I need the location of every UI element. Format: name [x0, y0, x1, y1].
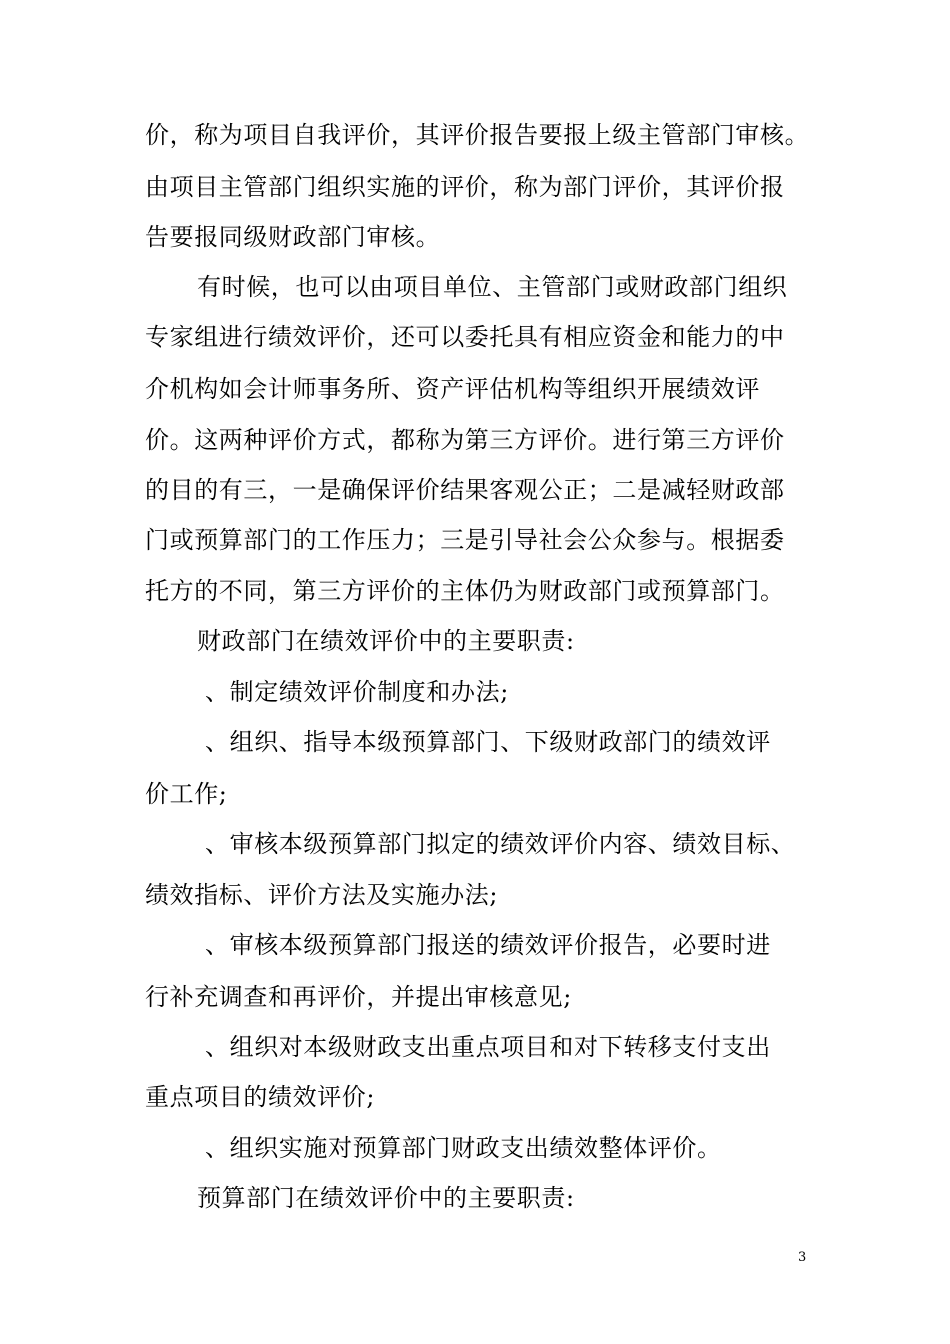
text-line: 重点项目的绩效评价;	[145, 1083, 376, 1111]
list-item: 、组织实施对预算部门财政支出绩效整体评价。	[205, 1134, 722, 1162]
text-line: 绩效指标、评价方法及实施办法;	[145, 881, 499, 909]
list-item: 、审核本级预算部门报送的绩效评价报告，必要时进	[205, 931, 771, 959]
text-line: 行补充调查和再评价，并提出审核意见;	[145, 983, 572, 1011]
text-line: 托方的不同，第三方评价的主体仍为财政部门或预算部门。	[145, 577, 785, 605]
text-line: 门或预算部门的工作压力；三是引导社会公众参与。根据委	[145, 526, 785, 554]
section-heading: 财政部门在绩效评价中的主要职责:	[197, 627, 575, 655]
text-line: 由项目主管部门组织实施的评价，称为部门评价，其评价报	[145, 173, 785, 201]
text-line: 价工作;	[145, 780, 228, 808]
text-line: 的目的有三，一是确保评价结果客观公正；二是减轻财政部	[145, 476, 785, 504]
list-item: 、组织对本级财政支出重点项目和对下转移支付支出	[205, 1033, 771, 1061]
text-line: 告要报同级财政部门审核。	[145, 223, 441, 251]
text-line: 价。这两种评价方式，都称为第三方评价。进行第三方评价	[145, 426, 785, 454]
text-line: 有时候，也可以由项目单位、主管部门或财政部门组织	[197, 273, 788, 301]
list-item: 、审核本级预算部门拟定的绩效评价内容、绩效目标、	[205, 830, 796, 858]
list-item: 、制定绩效评价制度和办法;	[205, 678, 509, 706]
text-line: 价，称为项目自我评价，其评价报告要报上级主管部门审核。	[145, 121, 810, 149]
page-number: 3	[798, 1250, 807, 1265]
text-line: 介机构如会计师事务所、资产评估机构等组织开展绩效评	[145, 375, 760, 403]
text-line: 专家组进行绩效评价，还可以委托具有相应资金和能力的中	[145, 323, 785, 351]
section-heading: 预算部门在绩效评价中的主要职责:	[197, 1184, 575, 1212]
list-item: 、组织、指导本级预算部门、下级财政部门的绩效评	[205, 728, 771, 756]
